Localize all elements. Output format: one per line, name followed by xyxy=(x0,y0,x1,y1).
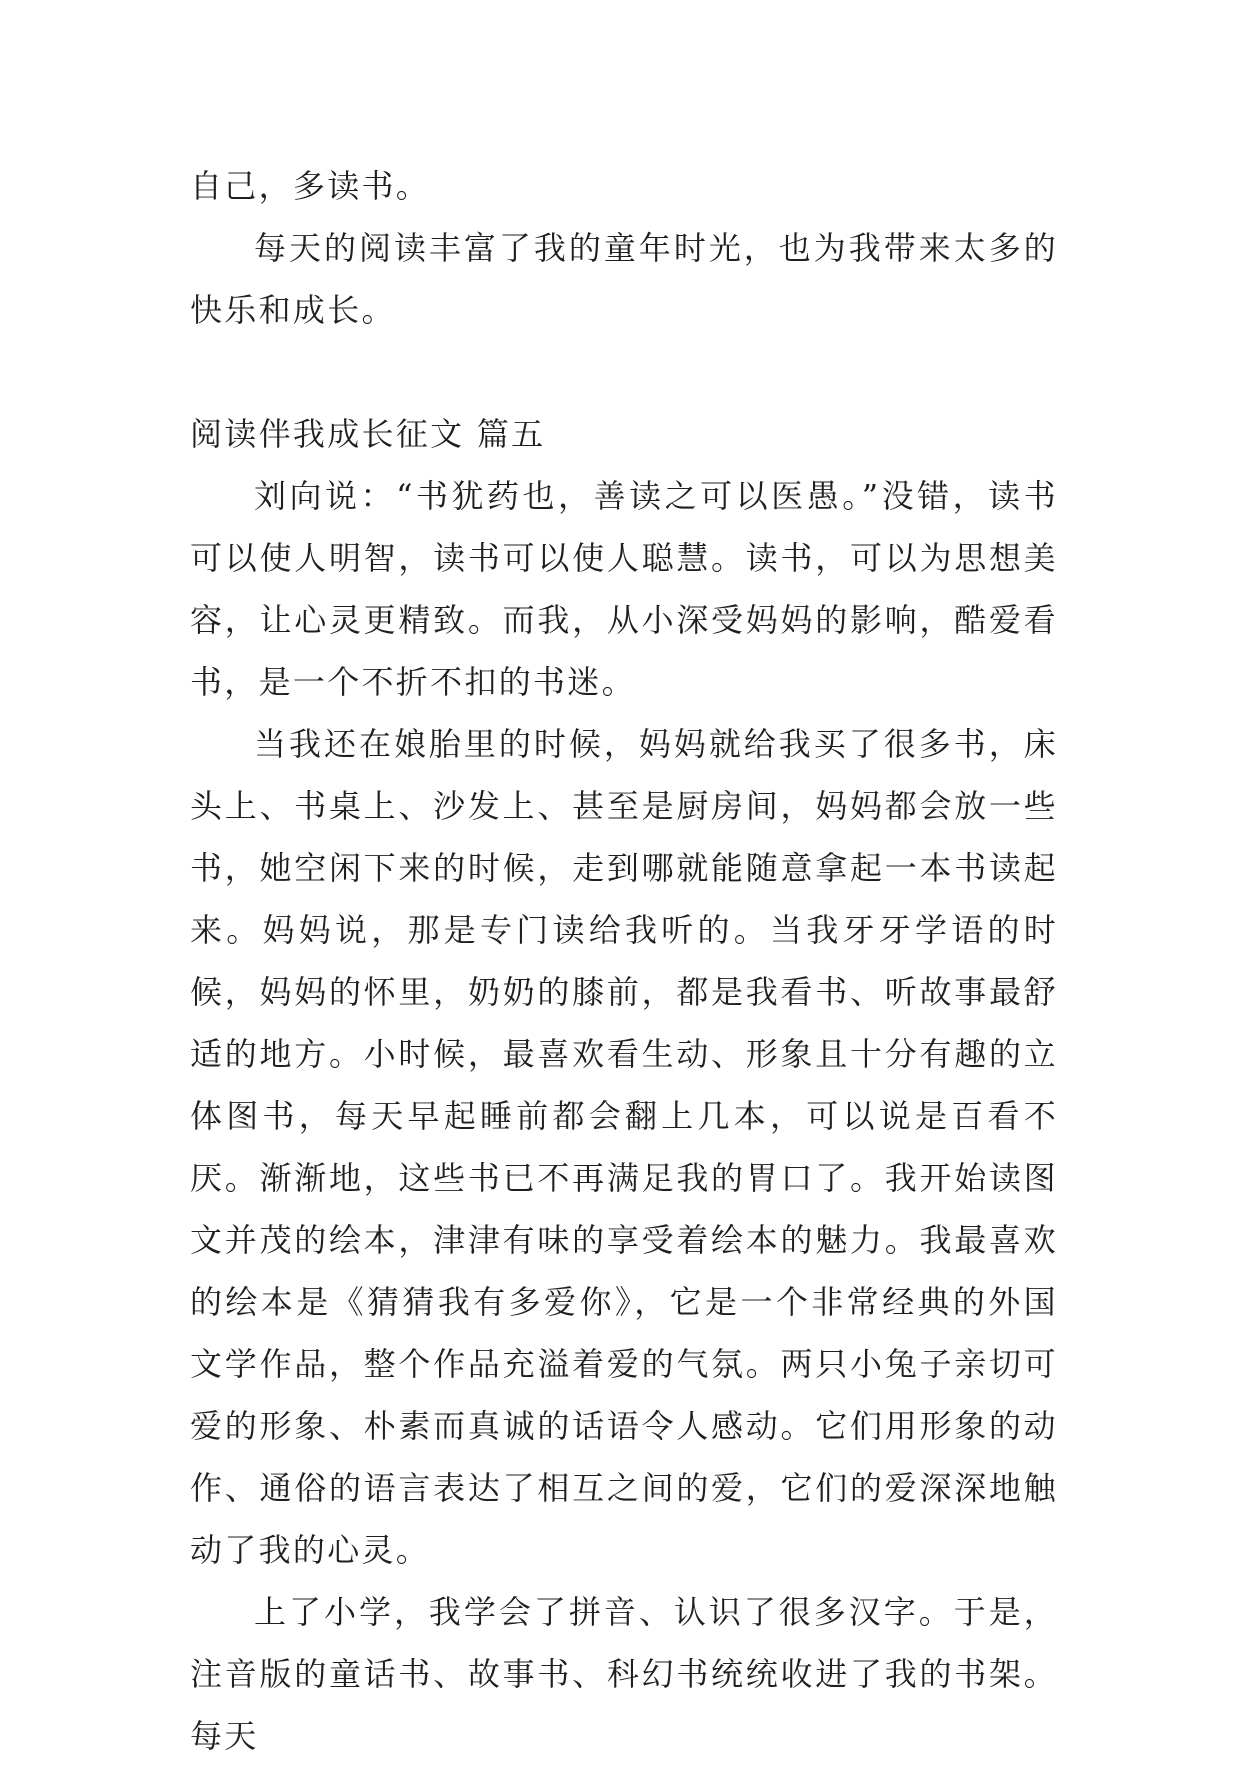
paragraph-continuation: 自己，多读书。 xyxy=(190,167,431,205)
paragraph-closing: 每天的阅读丰富了我的童年时光，也为我带来太多的快乐和成长。 xyxy=(190,229,1058,329)
section-spacer xyxy=(190,341,1058,403)
document-body xyxy=(190,155,1058,1767)
paragraph-quote: 刘向说：“书犹药也，善读之可以医愚。”没错，读书可以使人明智，读书可以使人聪慧。读书，可以为思想美容，让心灵更精致。而我，从小深受妈妈的影响，酷爱看书，是一个不折不扣的书迷。 xyxy=(190,477,1058,701)
paragraph-school: 上了小学，我学会了拼音、认识了很多汉字。于是，注音版的童话书、故事书、科幻书统统收进了我的书架。每天 xyxy=(190,1593,1058,1755)
section-heading: 阅读伴我成长征文 篇五 xyxy=(190,415,546,453)
paragraph-childhood: 当我还在娘胎里的时候，妈妈就给我买了很多书，床头上、书桌上、沙发上、甚至是厨房间，妈妈都会放一些书，她空闲下来的时候，走到哪就能随意拿起一本书读起来。妈妈说，那是专门读给我听的。当我牙牙学语的时候，妈妈的怀里，奶奶的膝前，都是我看书、听故事最舒适的地方。小时候，最喜欢看生动、形象且十分有趣的立体图书，每天早起睡前都会翻上几本，可以说是百看不厌。渐渐地，这些书已不再满足我的胃口了。我开始读图文并茂的绘本，津津有味的享受着绘本的魅力。我最喜欢的绘本是《猜猜我有多爱你》，它是一个非常经典的外国文学作品，整个作品充溢着爱的气氛。两只小兔子亲切可爱的形象、朴素而真诚的话语令人感动。它们用形象的动作、通俗的语言表达了相互之间的爱，它们的爱深深地触动了我的心灵。 xyxy=(190,725,1058,1569)
